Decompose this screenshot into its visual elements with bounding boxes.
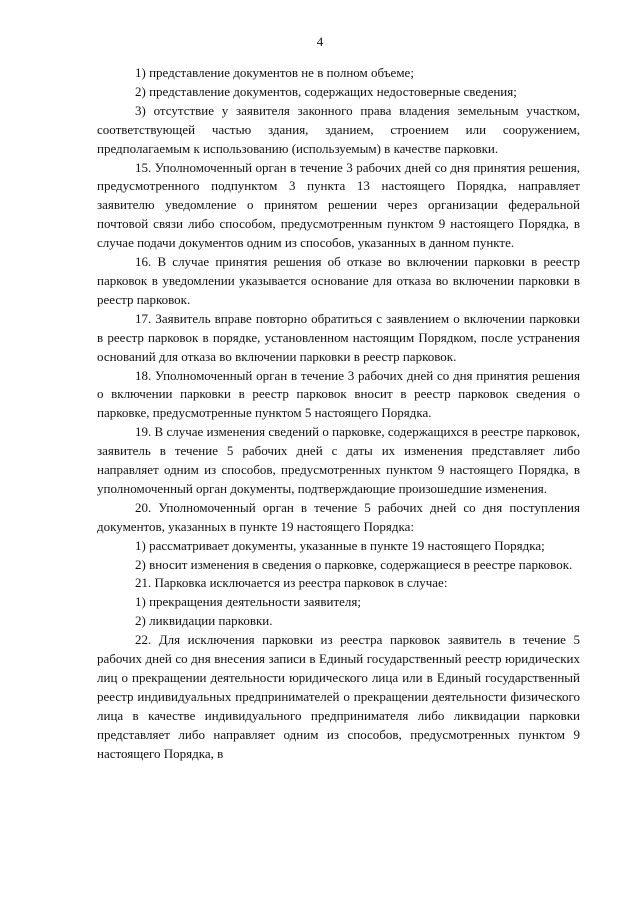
paragraph: 2) вносит изменения в сведения о парковке, содержащиеся в реестре парковок. [135,556,573,572]
paragraph: 20. Уполномоченный орган в течение 5 рабочих дней со дня поступления документов, указанных в пункте 19 настоящего Порядка: [97,499,580,534]
paragraph: 21. Парковка исключается из реестра парковок в случае: [135,575,448,591]
page-number: 4 [316,34,324,49]
document-body [97,64,580,764]
paragraph: 1) представление документов не в полном объеме; [135,65,414,80]
paragraph: 1) рассматривает документы, указанные в пункте 19 настоящего Порядка; [135,537,545,553]
paragraph: 2) представление документов, содержащих недостоверные сведения; [135,83,517,99]
paragraph: 15. Уполномоченный орган в течение 3 рабочих дней со дня принятия решения, предусмотренного подпунктом 3 пункта 13 настоящего Порядка, направляет заявителю уведомление о принятом решении через организации федеральной почтовой связи либо способом, предусмотренным пунктом 9 настоящего Порядка, в случае подачи документов одним из способов, указанных в данном пункте. [97,159,580,251]
paragraph: 3) отсутствие у заявителя законного права владения земельным участком, соответствующей частью здания, зданием, строением или сооружением, предполагаемым к использованию (используемым) в качестве парковки. [97,102,580,156]
paragraph: 19. В случае изменения сведений о парковке, содержащихся в реестре парковок, заявитель в течение 5 рабочих дней с даты их изменения представляет либо направляет одним из способов, предусмотренных пунктом 9 настоящего Порядка, в уполномоченный орган документы, подтверждающие произошедшие изменения. [97,424,580,496]
paragraph: 18. Уполномоченный орган в течение 3 рабочих дней со дня принятия решения о включении парковки в реестр парковок вносит в реестр парковок сведения о парковке, предусмотренные пунктом 5 настоящего Порядка. [97,367,580,421]
paragraph: 1) прекращения деятельности заявителя; [135,594,361,610]
paragraph: 17. Заявитель вправе повторно обратиться с заявлением о включении парковки в реестр парковок в порядке, установленном настоящим Порядком, после устранения оснований для отказа во включении парковки в реестр парковок. [97,310,580,364]
paragraph: 22. Для исключения парковки из реестра парковок заявитель в течение 5 рабочих дней со дня внесения записи в Единый государственный реестр юридических лиц о прекращении деятельности юридического лица или в Единый государственный реестр индивидуальных предпринимателей о прекращении деятельности физического лица в качестве индивидуального предпринимателя либо ликвидации парковки представляет либо направляет одним из способов, предусмотренных пунктом 9 настоящего Порядка, в [97,632,580,761]
paragraph: 2) ликвидации парковки. [135,613,273,629]
paragraph: 16. В случае принятия решения об отказе во включении парковки в реестр парковок в уведомлении указывается основание для отказа во включении парковки в реестр парковок. [97,254,580,307]
